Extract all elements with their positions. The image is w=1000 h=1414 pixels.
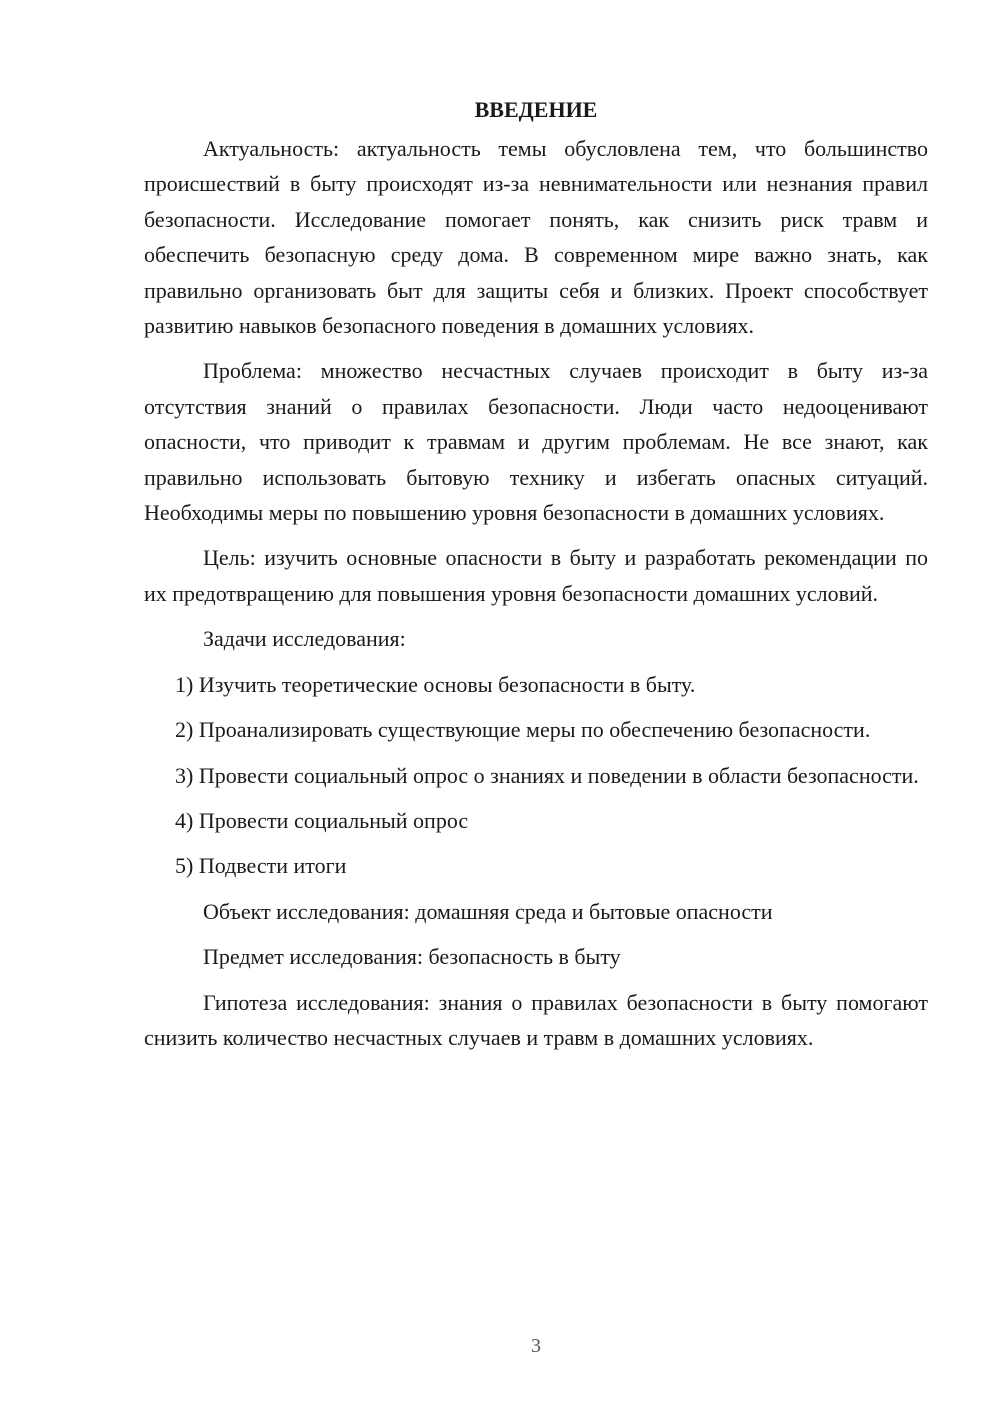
task-item-1: 1) Изучить теоретические основы безопасности в быту. xyxy=(175,671,696,697)
page-content xyxy=(144,92,928,1065)
paragraph-goal: Цель: изучить основные опасности в быту и разработать рекомендации по их предотвращению для повышения уровня безопасности домашних условий. xyxy=(144,545,928,606)
paragraph-relevance: Актуальность: актуальность темы обусловлена тем, что большинство происшествий в быту происходят из-за невнимательности или незнания правил безопасности. Исследование помогает понять, как снизить риск травм и обеспечить безопасную среду дома. В современном мире важно знать, как правильно организовать быт для защиты себя и близких. Проект способствует развитию навыков безопасного поведения в домашних условиях. xyxy=(144,136,928,339)
section-heading: ВВЕДЕНИЕ xyxy=(474,97,598,122)
task-item-2: 2) Проанализировать существующие меры по обеспечению безопасности. xyxy=(175,717,871,743)
paragraph-subject: Предмет исследования: безопасность в быту xyxy=(203,944,621,970)
task-item-4: 4) Провести социальный опрос xyxy=(175,807,469,833)
paragraph-problem: Проблема: множество несчастных случаев происходит в быту из-за отсутствия знаний о правилах безопасности. Люди часто недооценивают опасности, что приводит к травмам и другим проблемам. Не все знают, как правильно использовать бытовую технику и избегать опасных ситуаций. Необходимы меры по повышению уровня безопасности в домашних условиях. xyxy=(144,358,928,526)
paragraph-tasks-intro: Задачи исследования: xyxy=(203,626,406,652)
page-number: 3 xyxy=(531,1335,541,1357)
paragraph-object: Объект исследования: домашняя среда и бытовые опасности xyxy=(203,898,773,924)
task-item-3: 3) Провести социальный опрос о знаниях и поведении в области безопасности. xyxy=(175,762,919,788)
task-item-5: 5) Подвести итоги xyxy=(175,853,347,879)
paragraph-hypothesis: Гипотеза исследования: знания о правилах безопасности в быту помогают снизить количество несчастных случаев и травм в домашних условиях. xyxy=(144,989,928,1050)
